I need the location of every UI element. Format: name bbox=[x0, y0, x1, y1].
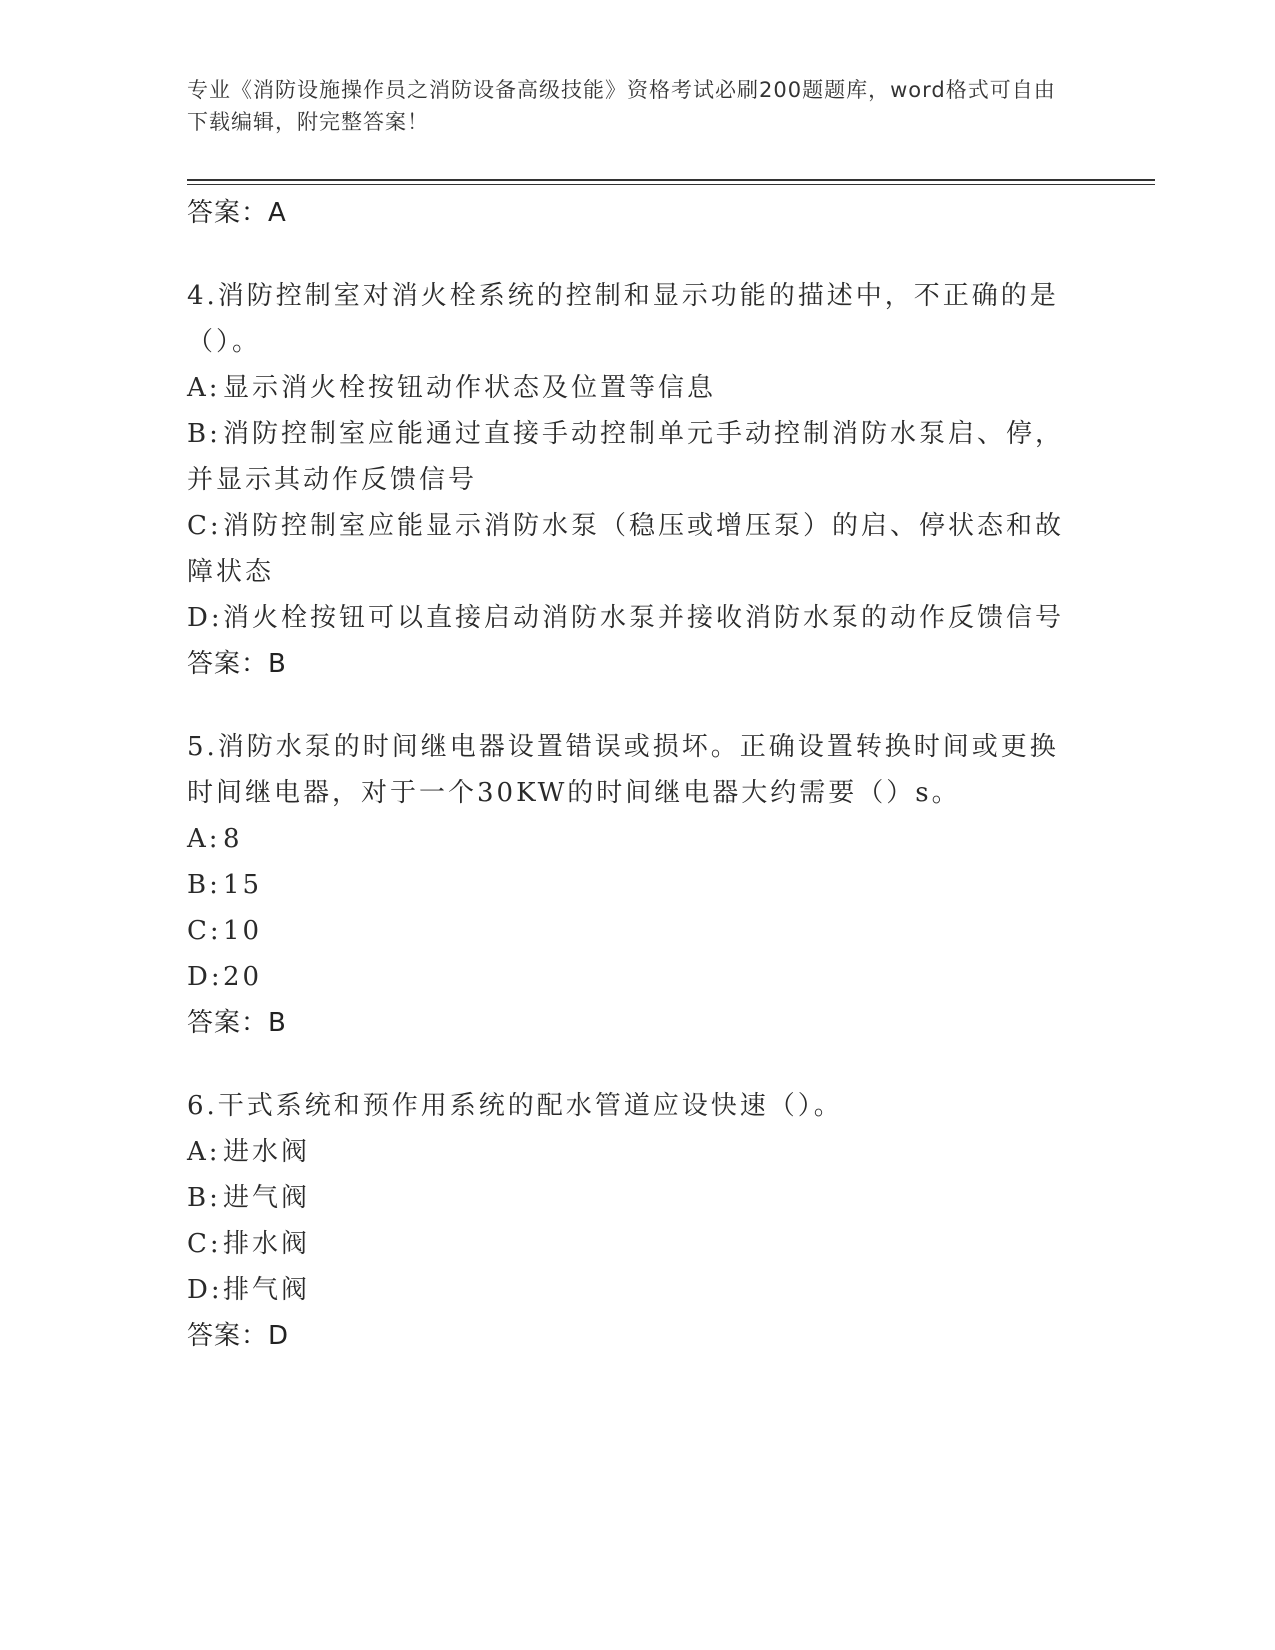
option-text: 8 bbox=[223, 824, 243, 854]
option-text: 消火栓按钮可以直接启动消防水泵并接收消防水泵的动作反馈信号 bbox=[223, 603, 1065, 633]
option-key: C: bbox=[187, 916, 222, 946]
option-b bbox=[187, 1175, 1087, 1221]
option-key: A: bbox=[187, 373, 221, 403]
option-text: 显示消火栓按钮动作状态及位置等信息 bbox=[223, 373, 717, 403]
header-rule-thick bbox=[187, 179, 1155, 181]
option-d bbox=[187, 595, 1087, 641]
option-text: 进气阀 bbox=[223, 1183, 311, 1213]
answer-line: 答案：B bbox=[187, 649, 287, 679]
option-d bbox=[187, 954, 1087, 1000]
option-text: 消防控制室应能通过直接手动控制单元手动控制消防水泵启、停，并显示其动作反馈信号 bbox=[187, 419, 1065, 495]
document-body bbox=[187, 190, 1087, 1359]
option-text: 进水阀 bbox=[223, 1137, 311, 1167]
option-key: D: bbox=[187, 603, 223, 633]
option-key: A: bbox=[187, 824, 221, 854]
question-stem: 5.消防水泵的时间继电器设置错误或损坏。正确设置转换时间或更换时间继电器，对于一个30KW的时间继电器大约需要（）s。 bbox=[187, 732, 1059, 808]
question-6 bbox=[187, 1083, 1087, 1359]
answer-line: 答案：D bbox=[187, 1321, 290, 1351]
option-text: 消防控制室应能显示消防水泵（稳压或增压泵）的启、停状态和故障状态 bbox=[187, 511, 1065, 587]
option-c bbox=[187, 503, 1087, 595]
option-text: 20 bbox=[223, 962, 263, 992]
document-header: 专业《消防设施操作员之消防设备高级技能》资格考试必刷200题题库，word格式可自由下载编辑，附完整答案！ bbox=[187, 78, 1056, 134]
question-5 bbox=[187, 724, 1087, 1046]
option-d bbox=[187, 1267, 1087, 1313]
answer-line: 答案：B bbox=[187, 1008, 287, 1038]
header-rule-thin bbox=[187, 184, 1155, 185]
option-key: C: bbox=[187, 511, 222, 541]
option-a bbox=[187, 816, 1087, 862]
question-4 bbox=[187, 273, 1087, 687]
option-key: C: bbox=[187, 1229, 222, 1259]
option-key: B: bbox=[187, 1183, 221, 1213]
option-key: B: bbox=[187, 870, 221, 900]
previous-answer: 答案：A bbox=[187, 198, 287, 228]
question-stem: 6.干式系统和预作用系统的配水管道应设快速（）。 bbox=[187, 1091, 843, 1121]
option-c bbox=[187, 908, 1087, 954]
option-text: 10 bbox=[223, 916, 263, 946]
option-key: A: bbox=[187, 1137, 221, 1167]
option-c bbox=[187, 1221, 1087, 1267]
option-key: B: bbox=[187, 419, 221, 449]
option-a bbox=[187, 365, 1087, 411]
option-a bbox=[187, 1129, 1087, 1175]
option-key: D: bbox=[187, 962, 223, 992]
option-b bbox=[187, 862, 1087, 908]
option-text: 15 bbox=[223, 870, 263, 900]
option-b bbox=[187, 411, 1087, 503]
question-stem: 4.消防控制室对消火栓系统的控制和显示功能的描述中，不正确的是（）。 bbox=[187, 281, 1059, 357]
option-text: 排气阀 bbox=[223, 1275, 311, 1305]
option-key: D: bbox=[187, 1275, 223, 1305]
option-text: 排水阀 bbox=[223, 1229, 311, 1259]
